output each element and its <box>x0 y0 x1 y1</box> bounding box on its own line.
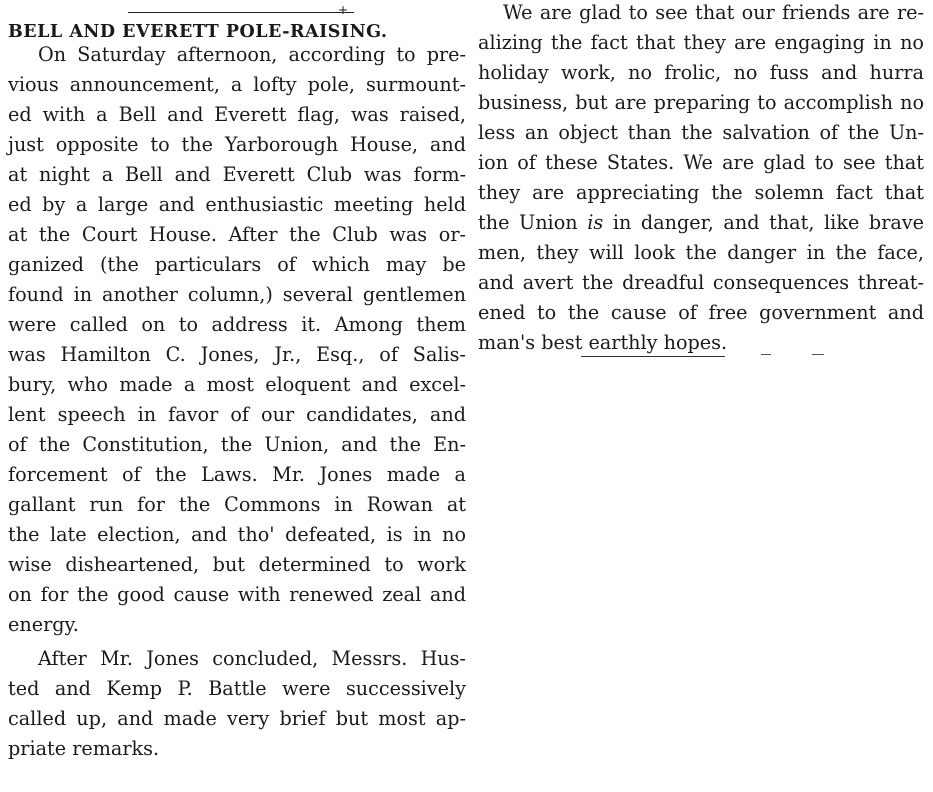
right-column-text-line: less an object than the salvation of the Un- <box>478 121 924 144</box>
right-column-text-line: alizing the fact that they are engaging in no <box>478 31 924 54</box>
end-dash <box>761 354 771 355</box>
end-dash <box>812 354 824 355</box>
left-column-text-line: were called on to address it. Among them <box>8 313 466 336</box>
rule-mark: + <box>338 3 349 17</box>
left-column-text-line: After Mr. Jones concluded, Messrs. Hus- <box>38 647 466 670</box>
left-column-text-line: wise disheartened, but determined to work <box>8 553 466 576</box>
right-column-text-line: man's best earthly hopes. <box>478 331 728 354</box>
left-column-text-line: priate remarks. <box>8 737 160 760</box>
left-column-text-line: found in another column,) several gentlemen <box>8 283 466 306</box>
right-column-text-line: the Union is in danger, and that, like brave <box>478 211 924 234</box>
left-column-text-line: bury, who made a most eloquent and excel- <box>8 373 466 396</box>
left-column-text-line: was Hamilton C. Jones, Jr., Esq., of Salis- <box>8 343 466 366</box>
emphasis: is <box>587 211 604 234</box>
left-column-text-line: the late election, and tho' defeated, is in no <box>8 523 466 546</box>
right-column-text-line: holiday work, no frolic, no fuss and hurra <box>478 61 924 84</box>
right-column-text-line: ened to the cause of free government and <box>478 301 924 324</box>
left-column-text-line: at the Court House. After the Club was or- <box>8 223 466 246</box>
left-column-text-line: of the Constitution, the Union, and the En- <box>8 433 466 456</box>
left-column-text-line: energy. <box>8 613 79 636</box>
left-column-text-line: just opposite to the Yarborough House, and <box>8 133 466 156</box>
top-rule <box>128 3 354 17</box>
article-headline: BELL AND EVERETT POLE-RAISING. <box>8 22 388 42</box>
left-column-text-line: on for the good cause with renewed zeal and <box>8 583 466 606</box>
right-column-text-line: We are glad to see that our friends are re- <box>503 1 924 24</box>
right-column-text-line: men, they will look the danger in the face, <box>478 241 924 264</box>
left-column-text-line: at night a Bell and Everett Club was form- <box>8 163 466 186</box>
right-column-text-line: and avert the dreadful consequences threat- <box>478 271 924 294</box>
left-column-text-line: On Saturday afternoon, according to pre- <box>38 43 466 66</box>
right-column-text-line: business, but are preparing to accomplish no <box>478 91 924 114</box>
left-column-text-line: forcement of the Laws. Mr. Jones made a <box>8 463 466 486</box>
left-column-text-line: ed with a Bell and Everett flag, was raised, <box>8 103 466 126</box>
left-column-text-line: ganized (the particulars of which may be <box>8 253 466 276</box>
left-column-text-line: vious announcement, a lofty pole, surmount- <box>8 73 466 96</box>
right-column-text-line: they are appreciating the solemn fact that <box>478 181 924 204</box>
end-rule <box>581 356 725 357</box>
left-column-text-line: lent speech in favor of our candidates, and <box>8 403 466 426</box>
right-column-text-line: ion of these States. We are glad to see that <box>478 151 924 174</box>
left-column-text-line: ted and Kemp P. Battle were successively <box>8 677 466 700</box>
left-column-text-line: gallant run for the Commons in Rowan at <box>8 493 466 516</box>
left-column-text-line: called up, and made very brief but most ap- <box>8 707 466 730</box>
left-column-text-line: ed by a large and enthusiastic meeting held <box>8 193 466 216</box>
